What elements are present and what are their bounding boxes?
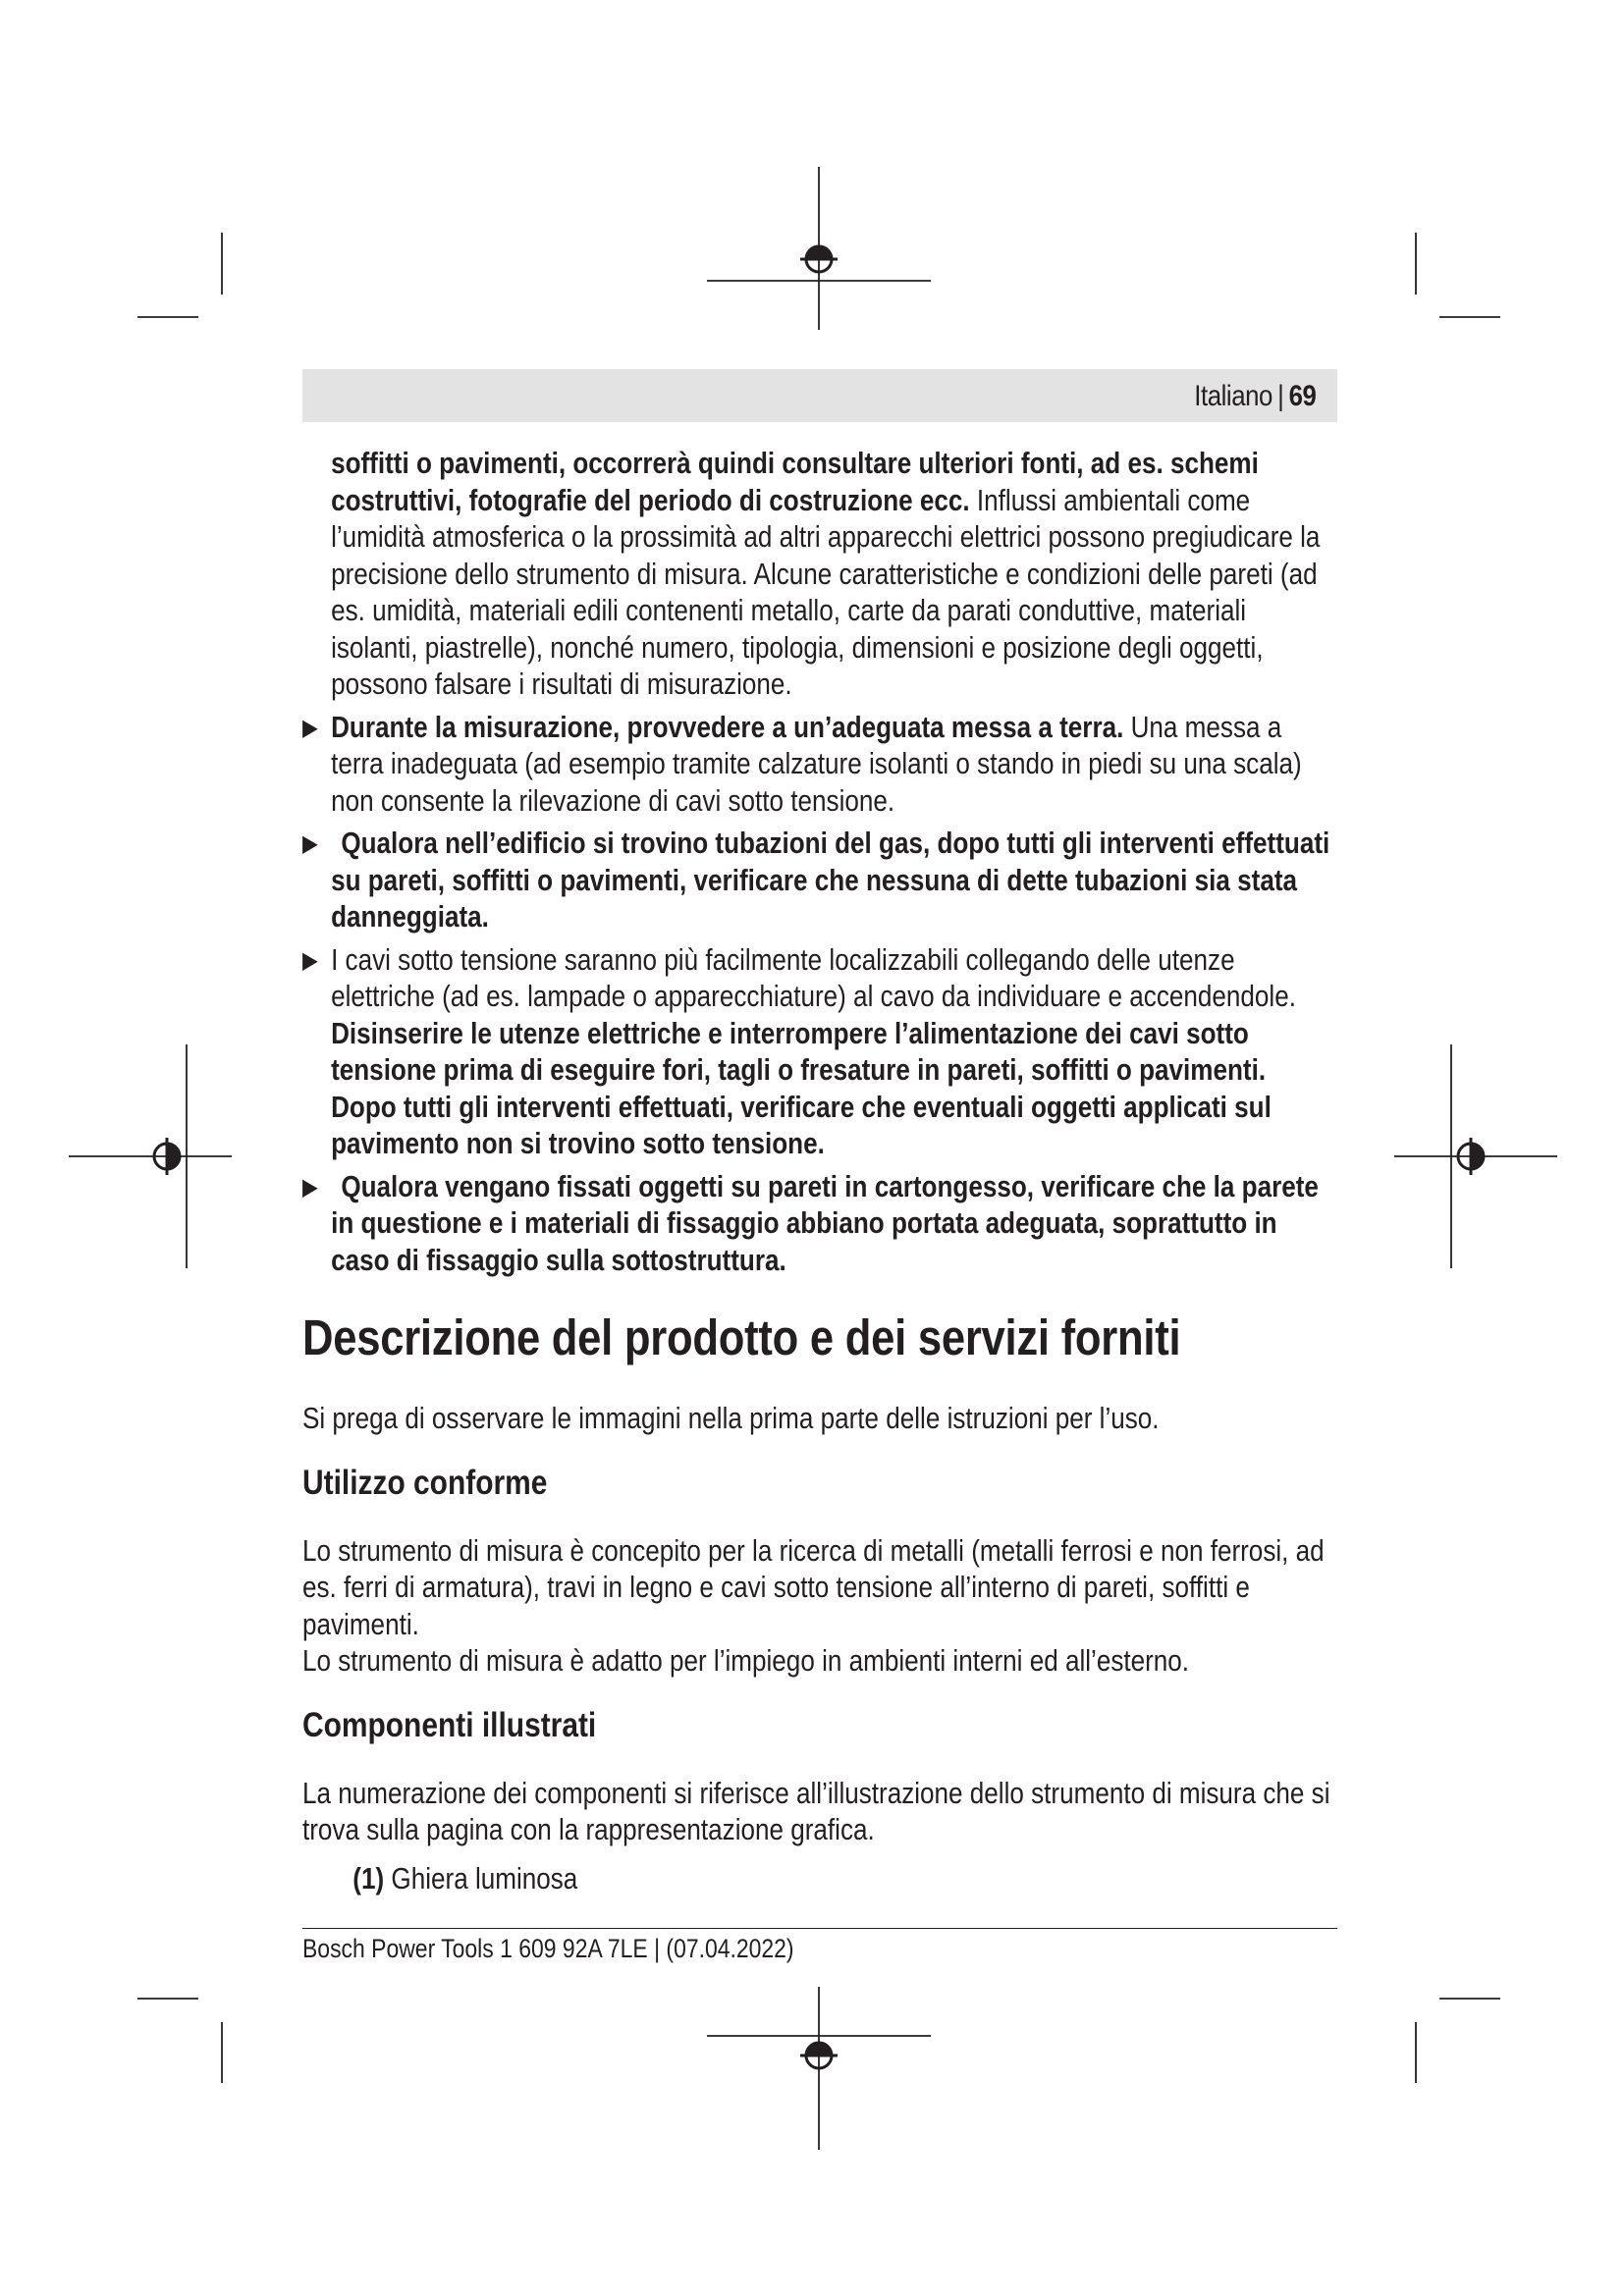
bullet-3-text: I cavi sotto tensione saranno più facilmente localizzabili collegando delle utenze elettriche (ad es. lampade o apparecchiature) al cavo da individuare e accendendole. <box>331 942 1296 1013</box>
safety-bullet-1 <box>302 710 1337 821</box>
safety-bullet-4 <box>302 1169 1337 1280</box>
continuation-paragraph <box>302 446 1337 704</box>
page-content <box>302 446 1337 1897</box>
header-language: Italiano <box>1193 380 1272 412</box>
registration-mark-icon-left <box>69 1044 232 1268</box>
registration-mark-icon-bottom <box>707 1987 931 2150</box>
intended-use-text-1: Lo strumento di misura è concepito per la ricerca di metalli (metalli ferrosi e non ferrosi, ad es. ferri di armatura), travi in legno e cavi sotto tensione all’interno di pareti, soffitti e pavimenti. <box>302 1533 1325 1641</box>
safety-bullet-2 <box>302 826 1337 936</box>
registration-mark-icon-right <box>1394 1044 1557 1268</box>
triangle-right-icon: ▶ <box>302 946 318 974</box>
component-item-1 <box>302 1861 1337 1898</box>
section-intro: Si prega di osservare le immagini nella prima parte delle istruzioni per l’uso. <box>302 1402 1160 1436</box>
text-column <box>302 446 1337 1897</box>
intended-use-text-2: Lo strumento di misura è adatto per l’impiego in ambienti interni ed all’esterno. <box>302 1644 1190 1679</box>
page-number: 69 <box>1288 380 1316 412</box>
bullet-2-bold: Qualora nell’edificio si trovino tubazioni del gas, dopo tutti gli interventi effettuati su pareti, soffitti o pavimenti, verificare che nessuna di dette tubazioni sia stata danneggiata. <box>331 827 1330 934</box>
triangle-right-icon: ▶ <box>302 1173 318 1201</box>
registration-mark-icon-top <box>707 167 931 330</box>
bullet-1-bold: Durante la misurazione, provvedere a un’adeguata messa a terra. <box>331 710 1124 744</box>
component-number: (1) <box>352 1861 385 1896</box>
triangle-right-icon: ▶ <box>302 714 318 741</box>
page-header <box>302 369 1337 422</box>
triangle-right-icon: ▶ <box>302 830 318 857</box>
header-text <box>1194 380 1316 413</box>
bullet-1-text: Una messa a terra inadeguata (ad esempio tramite calzature isolanti o stando in piedi su una scala) non consente la rilevazione di cavi sotto tensione. <box>331 710 1302 818</box>
safety-bullet-3 <box>302 942 1337 1163</box>
bullet-4-bold: Qualora vengano fissati oggetti su pareti in cartongesso, verificare che la parete in questione e i materiali di fissaggio abbiano portata adeguata, soprattutto in caso di fissaggio sulla sottostruttura. <box>331 1169 1319 1277</box>
components-title: Componenti illustrati <box>302 1705 597 1744</box>
continuation-bold: soffitti o pavimenti, occorrerà quindi consultare ulteriori fonti, ad es. schemi costruttivi, fotografie del periodo di costruzione ecc. <box>331 447 1259 517</box>
header-separator: | <box>1276 380 1283 412</box>
footer-divider <box>302 1928 1337 1929</box>
components-text: La numerazione dei componenti si riferisce all’illustrazione dello strumento di misura che si trova sulla pagina con la rappresentazione grafica. <box>302 1776 1330 1847</box>
intended-use-title: Utilizzo conforme <box>302 1463 548 1502</box>
continuation-text: Influssi ambientali come l’umidità atmosferica o la prossimità ad altri apparecchi elettrici possono pregiudicare la precisione dello strumento di misura. Alcune caratteristiche e condizioni delle pareti (ad es. umidità, materiali edili contenenti metallo, carte da parati conduttive, materiali isolanti, piastrelle), nonché numero, tipologia, dimensioni e posizione degli oggetti, possono falsare i risultati di misurazione. <box>331 483 1321 701</box>
component-label: Ghiera luminosa <box>391 1861 578 1896</box>
section-title: Descrizione del prodotto e dei servizi forniti <box>302 1309 1181 1365</box>
footer-text: Bosch Power Tools 1 609 92A 7LE | (07.04.2022) <box>302 1934 794 1963</box>
bullet-3-bold: Disinserire le utenze elettriche e interrompere l’alimentazione dei cavi sotto tensione prima di eseguire fori, tagli o fresature in pareti, soffitti o pavimenti. Dopo tutti gli interventi effettuati, verificare che eventuali oggetti applicati sul pavimento non si trovino sotto tensione. <box>331 1016 1272 1160</box>
